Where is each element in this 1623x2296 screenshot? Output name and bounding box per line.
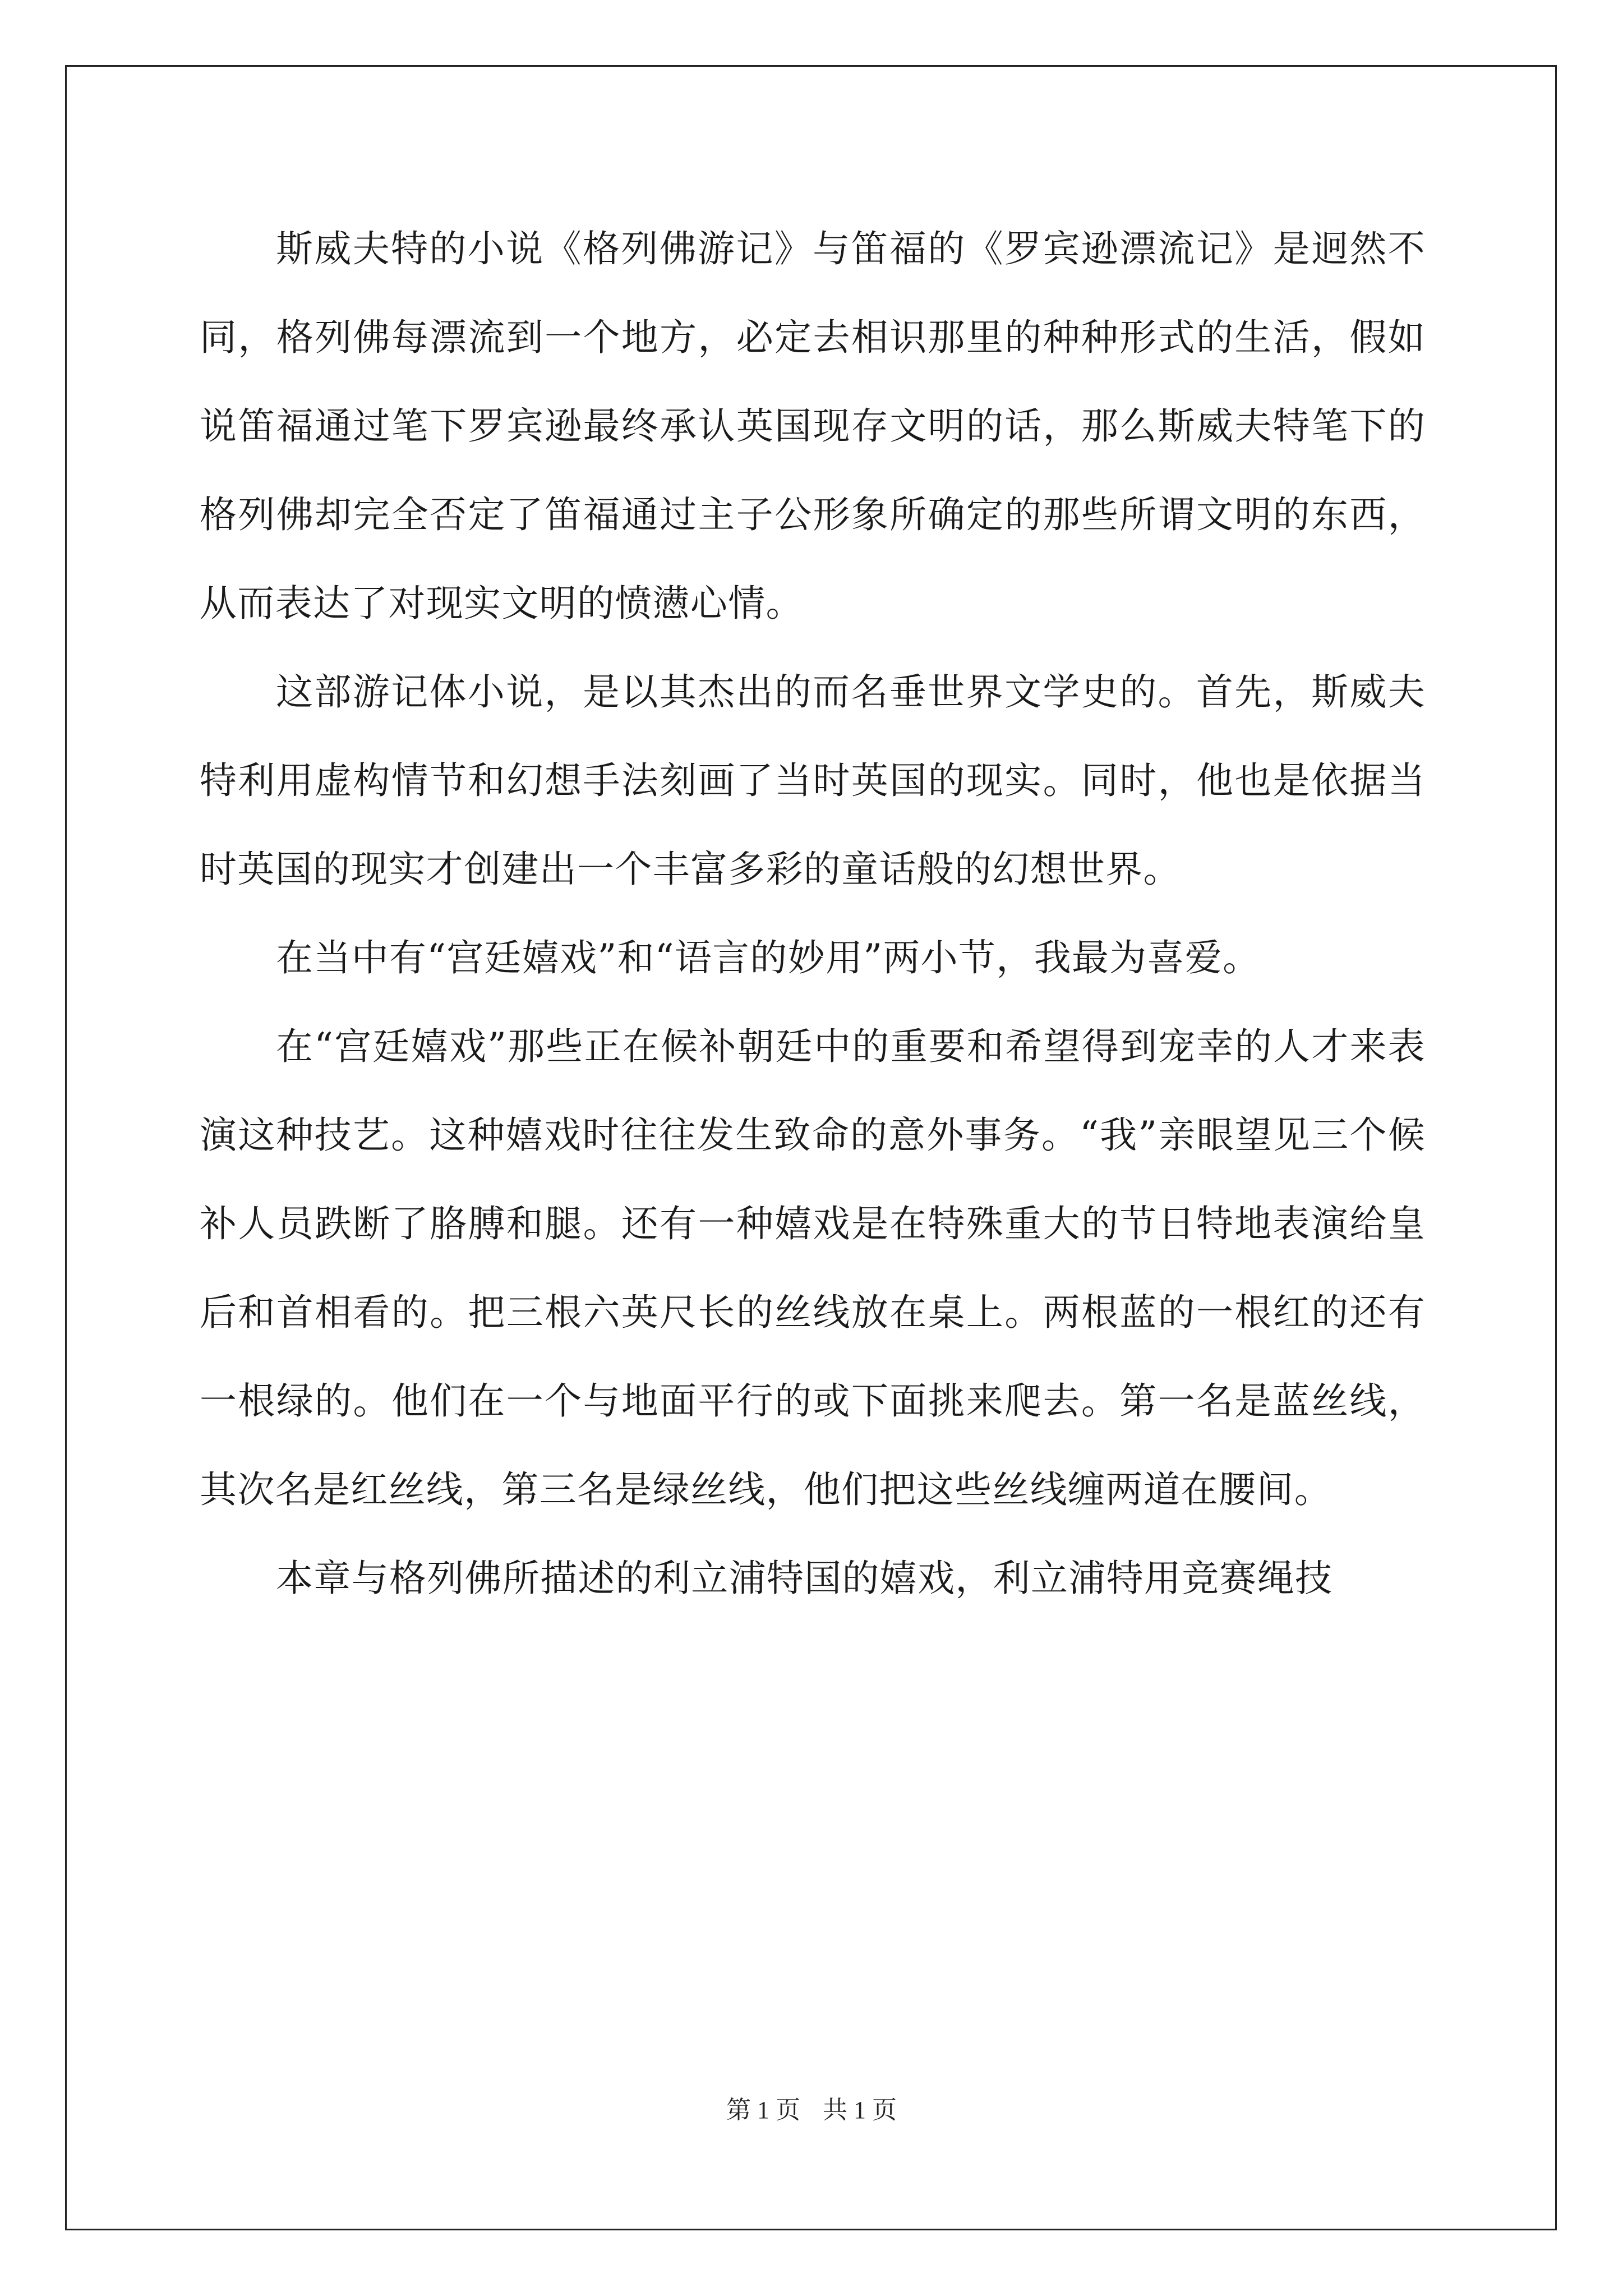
document-body [200, 205, 1426, 1623]
paragraph: 这部游记体小说，是以其杰出的而名垂世界文学史的。首先，斯威夫特利用虚构情节和幻想手法刻画了当时英国的现实。同时，他也是依据当时英国的现实才创建出一个丰富多彩的童话般的幻想世界。 [200, 670, 1426, 891]
paragraph: 在当中有“宫廷嬉戏”和“语言的妙用”两小节，我最为喜爱。 [276, 936, 1261, 979]
paragraph: 本章与格列佛所描述的利立浦特国的嬉戏，利立浦特用竞赛绳技 [276, 1557, 1333, 1600]
page-number: 第 1 页 [726, 2096, 800, 2124]
paragraph: 在“宫廷嬉戏”那些正在候补朝廷中的重要和希望得到宠幸的人才来表演这种技艺。这种嬉戏时往往发生致命的意外事务。“我”亲眼望见三个候补人员跌断了胳膊和腿。还有一种嬉戏是在特殊重大的节日特地表演给皇后和首相看的。把三根六英尺长的丝线放在桌上。两根蓝的一根红的还有一根绿的。他们在一个与地面平行的或下面挑来爬去。第一名是蓝丝线，其次名是红丝线，第三名是绿丝线，他们把这些丝线缠两道在腰间。 [200, 1025, 1426, 1511]
paragraph: 斯威夫特的小说《格列佛游记》与笛福的《罗宾逊漂流记》是迥然不同，格列佛每漂流到一个地方，必定去相识那里的种种形式的生活，假如说笛福通过笔下罗宾逊最终承认英国现存文明的话，那么斯威夫特笔下的格列佛却完全否定了笛福通过主子公形象所确定的那些所谓文明的东西，从而表达了对现实文明的愤懑心情。 [200, 227, 1426, 625]
page-footer [0, 2090, 1623, 2125]
page-total: 共 1 页 [823, 2096, 897, 2124]
